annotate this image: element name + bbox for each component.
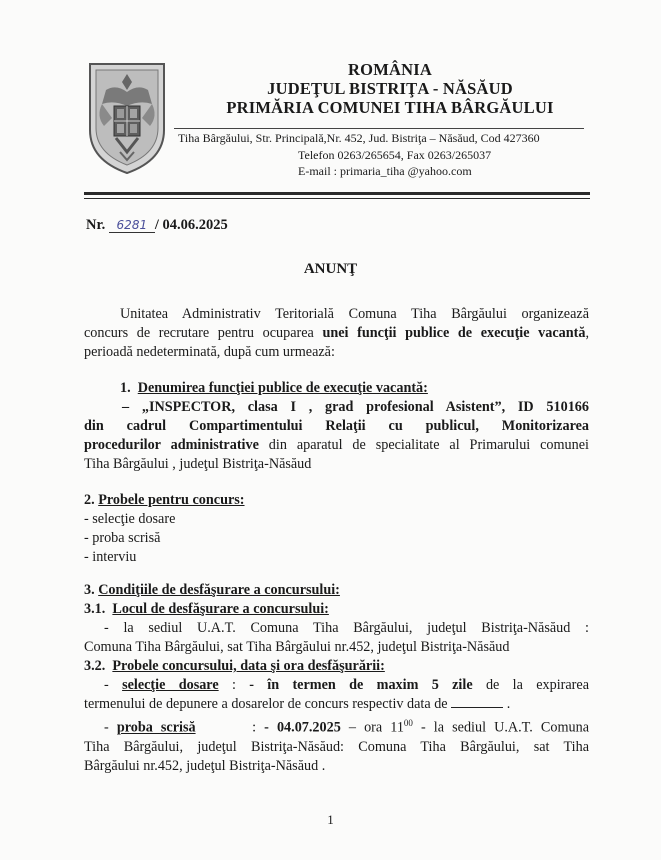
intro-paragraph: Unitatea Administrativ Teritorială Comuna Tiha Bârgăului organizează concurs de recrutare pentru ocuparea unei funcţii publice de execuţie vacantă, perioadă nedeterminată, după cum urmează:: [84, 306, 589, 360]
coat-of-arms-icon: [86, 60, 168, 175]
section-3-2-heading: 3.2. Probele concursului, data şi ora desfăşurării:: [84, 658, 385, 674]
list-item: - interviu: [84, 549, 137, 565]
handwritten-number: 6281: [109, 218, 155, 233]
list-item: - proba scrisă: [84, 530, 161, 546]
date-blank: [451, 695, 503, 708]
header-double-rule-top: [84, 192, 590, 195]
address-line: Tiha Bârgăului, Str. Principală,Nr. 452, Jud. Bistriţa – Năsăud, Cod 427360: [178, 131, 540, 145]
page-number: 1: [327, 812, 334, 827]
phone-fax-line: Telefon 0263/265654, Fax 0263/265037: [298, 148, 492, 162]
institution-heading: PRIMĂRIA COMUNEI TIHA BÂRGĂULUI: [226, 98, 554, 117]
section-2-heading: 2. Probele pentru concurs:: [84, 492, 245, 508]
section-2: [84, 491, 589, 567]
document-title: ANUNŢ: [303, 261, 358, 277]
list-item: - selecţie dosare: [84, 511, 176, 527]
header-underline: [174, 128, 584, 129]
section-1-heading: 1. Denumirea funcţiei publice de execuţie vacantă:: [120, 380, 428, 396]
email-line: E-mail : primaria_tiha @yahoo.com: [298, 164, 472, 178]
section-3-heading: 3. Condiţiile de desfăşurare a concursului:: [84, 582, 340, 598]
header-double-rule-bottom: [84, 198, 590, 199]
section-3: 3. Condiţiile de desfăşurare a concursului: 3.1. Locul de desfăşurare a concursului: - la sediul U.A.T. Comuna Tiha Bârgăului, judeţul Bistriţa-Năsăud : Comuna Tiha Bârgăului, sat Tiha Bârgăului nr.452, judeţul Bistriţa-Năsăud 3.2. Probele concursului, data şi ora desfăşurării: - selecţie dosare : - în termen de maxim 5 zile de la expirarea termenului de depunere a dosarelor de concurs respectiv data de . - proba scrisă : - 04.07.2025 – ora $11^{00}$ - la sediul U.A.T. Comuna Tiha Bârgăului, judeţul Bistriţa-Năsăud: Comuna Tiha Bârgăului, sat Tiha Bârgăului nr.452, judeţul Bistriţa-Năsăud .: [84, 582, 589, 774]
section-1: 1. Denumirea funcţiei publice de execuţie vacantă: – „INSPECTOR, clasa I , grad profesional Asistent”, ID 510166 din cadrul Compartimentului Relaţii cu publicul, Monitorizarea procedurilor administrative din aparatul de specialitate al Primarului comunei Tiha Bârgăului , judeţul Bistriţa-Năsăud: [84, 380, 589, 472]
country-heading: ROMÂNIA: [348, 60, 432, 79]
registration-number: Nr. 6281 / 04.06.2025: [86, 217, 228, 233]
county-heading: JUDEŢUL BISTRIŢA - NĂSĂUD: [267, 79, 513, 98]
selection-line: - selecţie dosare : - în termen de maxim 5 zile de la expirarea: [104, 677, 589, 693]
section-3-1-heading: 3.1. Locul de desfăşurare a concursului:: [84, 601, 329, 617]
written-test-line: - proba scrisă : - 04.07.2025 – ora $11^{00}$ - la sediul U.A.T. Comuna: [104, 718, 589, 736]
